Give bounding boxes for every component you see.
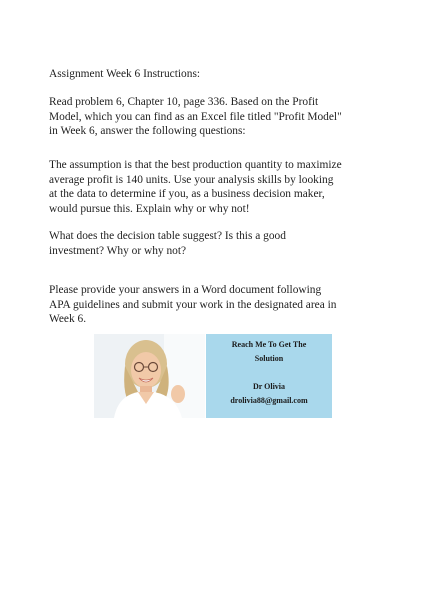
contact-banner xyxy=(206,334,332,418)
banner-contact-name: Dr Olivia xyxy=(252,382,286,391)
woman-photo xyxy=(94,334,205,418)
instructions-paragraph-2: The assumption is that the best production quantity to maximize average profit is 140 units. Use your analysis skills by looking at the data to determine if you, as a business decision maker, would pursue this. Explain why or why not! xyxy=(49,159,342,215)
instructions-paragraph-4: Please provide your answers in a Word document following APA guidelines and submit your work in the designated area in Week 6. xyxy=(49,284,337,326)
assignment-title: Assignment Week 6 Instructions: xyxy=(49,68,201,80)
banner-heading-line-1: Reach Me To Get The xyxy=(231,340,307,349)
instructions-paragraph-1: Read problem 6, Chapter 10, page 336. Based on the Profit Model, which you can find as an Excel file titled "Profit Model" in Week 6, answer the following questions: xyxy=(49,96,342,138)
instructions-paragraph-3: What does the decision table suggest? Is this a good investment? Why or why not? xyxy=(49,230,286,257)
woman-portrait-image xyxy=(94,334,205,418)
banner-contact-email[interactable]: drolivia88@gmail.com xyxy=(230,396,308,405)
banner-heading-line-2: Solution xyxy=(254,354,284,363)
